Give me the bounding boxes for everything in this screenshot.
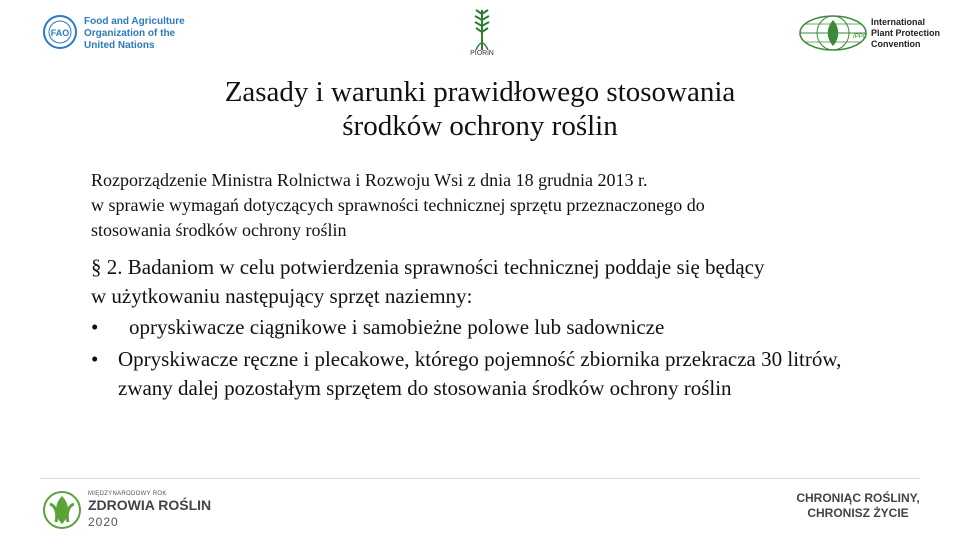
ippc-name-line3: Convention [871,39,921,49]
slogan-line1: CHRONIĄC ROŚLINY, [796,491,920,505]
regulation-line2: w sprawie wymagań dotyczących sprawności technicznej sprzętu przeznaczonego do [91,195,705,215]
svg-text:FAO: FAO [50,28,70,38]
regulation-line3: stosowania środków ochrony roślin [91,220,347,240]
piorin-label: PIORiN [470,50,494,57]
iyph-title: ZDROWIA ROŚLIN [88,497,212,513]
paragraph [91,253,891,311]
ippc-emblem-text: IPPC [853,34,868,40]
list-item [91,345,891,403]
fao-name-line3: United Nations [84,40,155,51]
iyph-leaf-icon [42,490,82,530]
fao-name [84,16,185,52]
footer-slogan [780,491,936,521]
page-title-line2: środków ochrony roślin [342,110,618,142]
paragraph-line1: § 2. Badaniom w celu potwierdzenia sprawności technicznej poddaje się będący [91,255,765,279]
piorin-wheat-icon [470,6,494,52]
paragraph-line2: w użytkowaniu następujący sprzęt naziemny: [91,284,473,308]
regulation-line1: Rozporządzenie Ministra Rolnictwa i Rozwoju Wsi z dnia 18 grudnia 2013 r. [91,170,648,190]
bullet-icon: • [91,315,99,339]
ippc-emblem-icon [798,14,868,52]
fao-name-line2: Organization of the [84,28,176,39]
list-item-text: opryskiwacze ciągnikowe i samobieżne polowe lub sadownicze [129,315,665,339]
list-item [91,313,891,342]
page-title [100,75,860,143]
slogan-line2: CHRONISZ ŻYCIE [807,506,909,520]
footer-divider [40,478,920,479]
content-body [91,253,891,403]
ippc-name [871,17,940,50]
bullet-icon: • [91,347,99,371]
fao-name-line1: Food and Agriculture [84,16,185,27]
iyph-subtitle: MIĘDZYNARODOWY ROK [88,491,167,497]
ippc-name-line2: Plant Protection [871,28,941,38]
regulation-reference [91,168,911,243]
iyph-year: 2020 [88,515,119,529]
fao-emblem-icon [42,14,78,50]
list-item-text: Opryskiwacze ręczne i plecakowe, którego pojemność zbiornika przekracza 30 litrów, zwany dalej pozostałym sprzętem do stosowania środków ochrony roślin [118,347,842,400]
page-title-line1: Zasady i warunki prawidłowego stosowania [224,76,736,108]
ippc-name-line1: International [871,17,926,27]
